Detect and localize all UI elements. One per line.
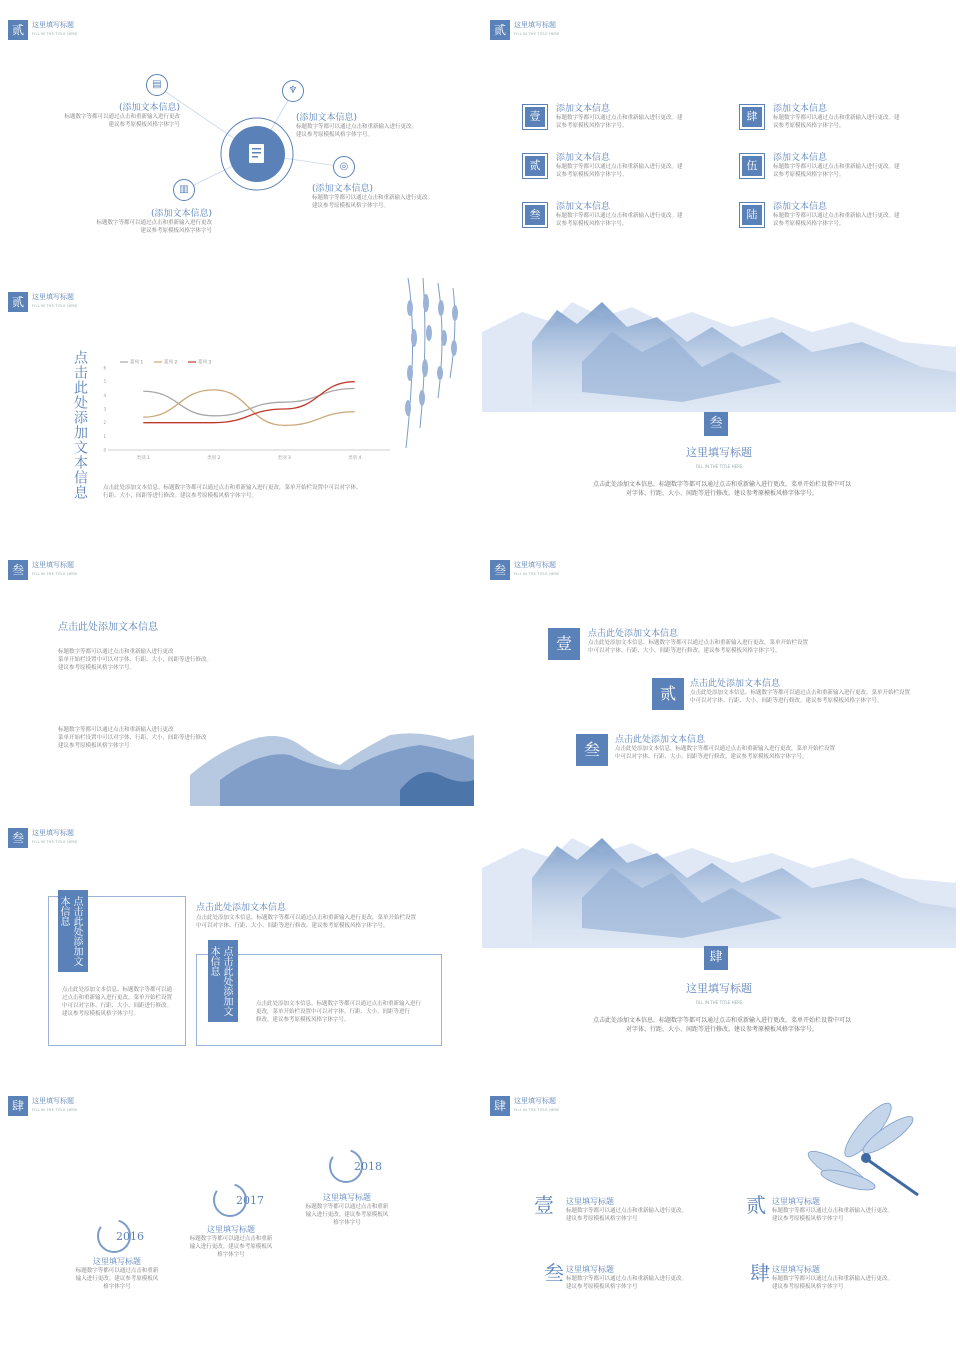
- series-line: [143, 390, 355, 426]
- timeline-title: 这里填写标题: [207, 1225, 255, 1234]
- item-text: [588, 626, 908, 655]
- section-badge: 贰: [8, 292, 28, 312]
- timeline-title: 这里填写标题: [323, 1193, 371, 1202]
- body-line: 对字体、行距、大小、间距等进行修改。建议参考原模板风格字体字号。: [625, 1026, 818, 1033]
- y-tick-label: 5: [103, 379, 106, 385]
- item-line: 标题数字等都可以通过点击和重新输入进行更改。建: [556, 213, 683, 219]
- item-line: 标题数字等都可以通过点击和重新输入进行更改。: [566, 1276, 688, 1282]
- timeline-line: 输入进行更改。建议参考原模板风: [305, 1212, 389, 1218]
- item-title: 这里填写标题: [566, 1197, 614, 1206]
- slide-title: 这里填写标题: [32, 829, 74, 837]
- slide-title: 这里填写标题: [514, 561, 556, 569]
- info-line: 标题数字等都可以通过点击和重新输入进行更改: [64, 114, 180, 120]
- body-line: 点击此处添加文本信息。标题数字等都可以通过点击和重新输入进行更改，菜单开始栏设置中可以: [592, 481, 851, 488]
- numeral-box: 陆: [739, 202, 765, 228]
- numeral-glyph: 贰: [746, 1193, 766, 1217]
- numeral-box: 贰: [652, 678, 684, 710]
- item-title: 点击此处添加文本信息: [588, 629, 679, 639]
- mountain-painting: [482, 272, 956, 412]
- document-icon: [246, 142, 268, 166]
- item-line: 建议参考原模板风格字体字号: [566, 1284, 638, 1290]
- section-heading: 点击此处添加文本信息: [58, 622, 158, 633]
- slide-subtitle: FILL IN THE TITLE HERE: [514, 1108, 560, 1112]
- x-tick-label: 类别 1: [136, 456, 150, 461]
- y-tick-label: 4: [103, 392, 106, 398]
- slide-title: 这里填写标题: [32, 293, 74, 301]
- card-line: 点击此处添加文本信息。标题数字等都可以通: [62, 987, 173, 993]
- item-title: 添加文本信息: [773, 153, 828, 163]
- info-line: 建议参考原模板风格字体字号。: [296, 132, 374, 138]
- caption-line: 点击此处添加文本信息。标题数字等都可以通过点击和重新输入进行更改，菜单开始栏设置中可以对字体、: [103, 485, 362, 491]
- section-subtitle: FILL IN THE TITLE HERE: [695, 464, 743, 469]
- body-line: 对字体、行距、大小、间距等进行修改。建议参考原模板风格字体字号。: [625, 490, 818, 497]
- slide-9: [0, 1076, 474, 1342]
- item-line: 点击此处添加文本信息。标题数字等都可以通过点击和重新输入进行更改，菜单开始栏设置: [588, 640, 809, 646]
- section-badge: 肆: [8, 1096, 28, 1116]
- item-text: [556, 199, 706, 228]
- slide-subtitle: FILL IN THE TITLE HERE: [514, 32, 560, 36]
- item-line: 议参考原模板风格字体字号。: [556, 221, 628, 227]
- item-title: 点击此处添加文本信息: [690, 679, 781, 689]
- vertical-heading: 点击此处添加文本信息: [72, 350, 88, 500]
- item-line: 议参考原模板风格字体字号。: [773, 172, 845, 178]
- item-line: 点击此处添加文本信息。标题数字等都可以通过点击和重新输入进行更改，菜单开始栏设置: [615, 746, 836, 752]
- info-title: (添加文本信息): [296, 113, 358, 123]
- info-title: (添加文本信息): [150, 209, 212, 219]
- section-badge: 叁: [704, 412, 728, 436]
- section-badge: 叁: [8, 560, 28, 580]
- info-title: (添加文本信息): [118, 103, 180, 113]
- paragraph-1: [58, 648, 298, 672]
- card-line: 过点击和重新输入进行更改，菜单开始栏设置: [62, 995, 173, 1001]
- info-line: 标题数字等都可以通过点击和重新输入进行更改。: [296, 124, 418, 130]
- slide-2: [482, 0, 956, 266]
- slide-subtitle: FILL IN THE TITLE HERE: [32, 1108, 78, 1112]
- card-line: 修改。建议参考原模板风格字体字号。: [256, 1017, 350, 1023]
- timeline-title: 这里填写标题: [93, 1257, 141, 1266]
- slide-title: 这里填写标题: [514, 21, 556, 29]
- item-line: 标题数字等都可以通过点击和重新输入进行更改。: [772, 1208, 894, 1214]
- info-title: (添加文本信息): [312, 184, 374, 194]
- item-line: 标题数字等都可以通过点击和重新输入进行更改。建: [773, 164, 900, 170]
- slide-subtitle: FILL IN THE TITLE HERE: [514, 572, 560, 576]
- target-icon: ◎: [333, 156, 355, 178]
- item-line: 议参考原模板风格字体字号。: [773, 221, 845, 227]
- card-label: 点击此处添加文本信息: [58, 890, 88, 972]
- item-line: 点击此处添加文本信息。标题数字等都可以通过点击和重新输入进行更改，菜单开始栏设置: [690, 690, 911, 696]
- item-title: 这里填写标题: [566, 1265, 614, 1274]
- series-line: [143, 382, 355, 423]
- timeline-line: 输入进行更改。建议参考原模板风: [75, 1276, 159, 1282]
- line-chart: [100, 354, 400, 464]
- info-block-1: [30, 100, 180, 129]
- item-text: [615, 732, 935, 761]
- section-badge: 叁: [8, 828, 28, 848]
- item-line: 标题数字等都可以通过点击和重新输入进行更改。建: [556, 164, 683, 170]
- numeral-box: 贰: [522, 153, 548, 179]
- numeral-glyph: 壹: [534, 1193, 554, 1217]
- section-title: 这里填写标题: [686, 982, 752, 995]
- para-line: 建议参考原模板风格字体字号: [58, 743, 130, 749]
- item-title: 点击此处添加文本信息: [615, 735, 706, 745]
- para-line: 建议参考原模板风格字体字号。: [58, 665, 136, 671]
- slide-subtitle: FILL IN THE TITLE HERE: [32, 32, 78, 36]
- slide-subtitle: FILL IN THE TITLE HERE: [32, 840, 78, 844]
- timeline-item: [292, 1192, 402, 1227]
- para-line: 标题数字等都可以通过点击和重新输入进行更改: [58, 727, 174, 733]
- item-line: 标题数字等都可以通过点击和重新输入进行更改。建: [773, 213, 900, 219]
- numeral-box: 叁: [576, 734, 608, 766]
- section-title: 这里填写标题: [686, 446, 752, 459]
- body-line: 中可以对字体、行距、大小、间距等进行修改。建议参考原模板风格字体字号。: [196, 923, 389, 929]
- mountain-painting: [482, 808, 956, 948]
- item-text: [566, 1264, 726, 1291]
- item-title: 这里填写标题: [772, 1265, 820, 1274]
- item-text: [566, 1196, 726, 1223]
- year-label: 2016: [116, 1230, 144, 1243]
- item-title: 添加文本信息: [773, 202, 828, 212]
- mountain-painting: [190, 720, 474, 806]
- willow-illustration: [398, 278, 468, 458]
- item-line: 中可以对字体、行距、大小、间距等进行修改。建议参考原模板风格字体字号。: [588, 648, 781, 654]
- body-line: 点击此处添加文本信息。标题数字等都可以通过点击和重新输入进行更改，菜单开始栏设置中可以: [592, 1017, 851, 1024]
- legend-label: 系列 1: [130, 360, 144, 366]
- section-badge: 贰: [490, 20, 510, 40]
- item-title: 添加文本信息: [773, 104, 828, 114]
- item-line: 标题数字等都可以通过点击和重新输入进行更改。: [566, 1208, 688, 1214]
- item-title: 添加文本信息: [556, 104, 611, 114]
- timeline-item: [62, 1256, 172, 1291]
- slide-6: [482, 540, 956, 806]
- y-tick-label: 3: [103, 406, 106, 412]
- timeline-line: 标题数字等都可以通过点击和重新: [189, 1236, 273, 1242]
- numeral-glyph: 肆: [750, 1261, 770, 1285]
- slide-subtitle: FILL IN THE TITLE HERE: [32, 304, 78, 308]
- slide-title: 这里填写标题: [32, 21, 74, 29]
- para-line: 菜单开始栏设置中可以对字体、行距、大小、间距等进行修改: [58, 735, 207, 741]
- slide-8: [482, 808, 956, 1074]
- card-line: 建议参考原模板风格字体字号。: [62, 1011, 140, 1017]
- item-line: 建议参考原模板风格字体字号: [772, 1284, 844, 1290]
- trophy-icon: ♆: [282, 80, 304, 102]
- info-line: 标题数字等都可以通过点击和重新输入进行更改。: [312, 195, 434, 201]
- item-line: 议参考原模板风格字体字号。: [773, 123, 845, 129]
- item-text: [772, 1196, 942, 1223]
- section-body: [522, 480, 922, 498]
- timeline-line: 标题数字等都可以通过点击和重新: [75, 1268, 159, 1274]
- body-line: 点击此处添加文本信息。标题数字等都可以通过点击和重新输入进行更改，菜单开始栏设置: [196, 915, 417, 921]
- numeral-box: 壹: [548, 628, 580, 660]
- timeline-line: 输入进行更改。建议参考原模板风: [189, 1244, 273, 1250]
- year-label: 2018: [354, 1160, 382, 1173]
- item-text: [556, 101, 706, 130]
- x-tick-label: 类别 4: [348, 456, 362, 461]
- item-line: 中可以对字体、行距、大小、间距等进行修改。建议参考原模板风格字体字号。: [615, 754, 808, 760]
- item-text: [773, 199, 923, 228]
- numeral-box: 伍: [739, 153, 765, 179]
- section-heading: 点击此处添加文本信息: [196, 903, 287, 913]
- item-line: 标题数字等都可以通过点击和重新输入进行更改。建: [556, 115, 683, 121]
- numeral-glyph: 叁: [544, 1261, 564, 1285]
- item-line: 议参考原模板风格字体字号。: [556, 172, 628, 178]
- building-icon: ▥: [173, 179, 195, 201]
- dragonfly-illustration: [798, 1090, 928, 1200]
- section-badge: 贰: [8, 20, 28, 40]
- info-line: 建议参考原模板风格字体字号。: [312, 203, 390, 209]
- y-tick-label: 6: [103, 365, 106, 371]
- section-subtitle: FILL IN THE TITLE HERE: [695, 1000, 743, 1005]
- legend-label: 系列 3: [198, 360, 212, 366]
- item-line: 中可以对字体、行距、大小、间距等进行修改。建议参考原模板风格字体字号。: [690, 698, 883, 704]
- timeline-item: [176, 1224, 286, 1259]
- year-label: 2017: [236, 1194, 264, 1207]
- section-badge: 肆: [490, 1096, 510, 1116]
- x-tick-label: 类别 2: [207, 456, 221, 461]
- card-body: [62, 986, 184, 1018]
- slide-1: [0, 0, 474, 266]
- item-line: 议参考原模板风格字体字号。: [556, 123, 628, 129]
- chart-caption: [103, 484, 443, 500]
- info-block-2: [296, 110, 466, 139]
- item-line: 建议参考原模板风格字体字号: [772, 1216, 844, 1222]
- item-text: [690, 676, 952, 705]
- item-text: [772, 1264, 942, 1291]
- item-title: 添加文本信息: [556, 202, 611, 212]
- card-line: 更改，菜单开始栏设置中可以对字体、行距、大小、间距等进行: [256, 1009, 411, 1015]
- card-line: 中可以对字体、行距、大小、间距进行修改。: [62, 1003, 173, 1009]
- item-title: 这里填写标题: [772, 1197, 820, 1206]
- item-line: 建议参考原模板风格字体字号: [566, 1216, 638, 1222]
- card-label: 点击此处添加文本信息: [208, 940, 238, 1022]
- timeline-line: 格字体字号: [333, 1220, 361, 1226]
- card-body: [256, 1000, 436, 1024]
- x-tick-label: 类别 3: [277, 456, 291, 461]
- numeral-box: 叁: [522, 202, 548, 228]
- y-tick-label: 2: [103, 420, 106, 426]
- slide-3: [0, 272, 474, 538]
- slide-4: [482, 272, 956, 538]
- timeline-line: 格字体字号: [217, 1252, 245, 1258]
- info-line: 建议参考原模板风格字体字号: [140, 228, 212, 234]
- slide-title: 这里填写标题: [32, 1097, 74, 1105]
- slide-title: 这里填写标题: [514, 1097, 556, 1105]
- clipboard-icon: ▤: [146, 74, 168, 96]
- year-rings: [0, 1076, 474, 1342]
- section-badge: 肆: [704, 946, 728, 970]
- slide-title: 这里填写标题: [32, 561, 74, 569]
- slide-7: [0, 808, 474, 1074]
- item-text: [556, 150, 706, 179]
- section-body: [522, 1016, 922, 1034]
- para-line: 菜单开始栏设置中可以对字体、行距、大小、间距等进行修改。: [58, 657, 213, 663]
- info-line: 标题数字等都可以通过点击和重新输入进行更改: [96, 220, 212, 226]
- slide-10: [482, 1076, 956, 1342]
- info-block-3: [312, 181, 472, 210]
- para-line: 标题数字等都可以通过点击和重新输入进行更改: [58, 649, 174, 655]
- slide-subtitle: FILL IN THE TITLE HERE: [32, 572, 78, 576]
- y-tick-label: 1: [103, 433, 106, 439]
- item-line: 标题数字等都可以通过点击和重新输入进行更改。: [772, 1276, 894, 1282]
- section-badge: 叁: [490, 560, 510, 580]
- section-body: [196, 914, 446, 930]
- timeline-line: 标题数字等都可以通过点击和重新: [305, 1204, 389, 1210]
- item-line: 标题数字等都可以通过点击和重新输入进行更改。建: [773, 115, 900, 121]
- item-title: 添加文本信息: [556, 153, 611, 163]
- y-tick-label: 0: [103, 447, 106, 453]
- numeral-box: 壹: [522, 104, 548, 130]
- caption-line: 行距、大小、间距等进行修改。建议参考原模板风格字体字号。: [103, 493, 258, 499]
- timeline-line: 格字体字号: [103, 1284, 131, 1290]
- numeral-box: 肆: [739, 104, 765, 130]
- item-text: [773, 101, 923, 130]
- info-line: 建议参考原模板风格字体字号: [108, 122, 180, 128]
- slide-5: [0, 540, 474, 806]
- info-block-4: [60, 206, 212, 235]
- item-text: [773, 150, 923, 179]
- legend-label: 系列 2: [164, 360, 178, 366]
- card-line: 点击此处添加文本信息。标题数字等都可以通过点击和重新输入进行: [256, 1001, 422, 1007]
